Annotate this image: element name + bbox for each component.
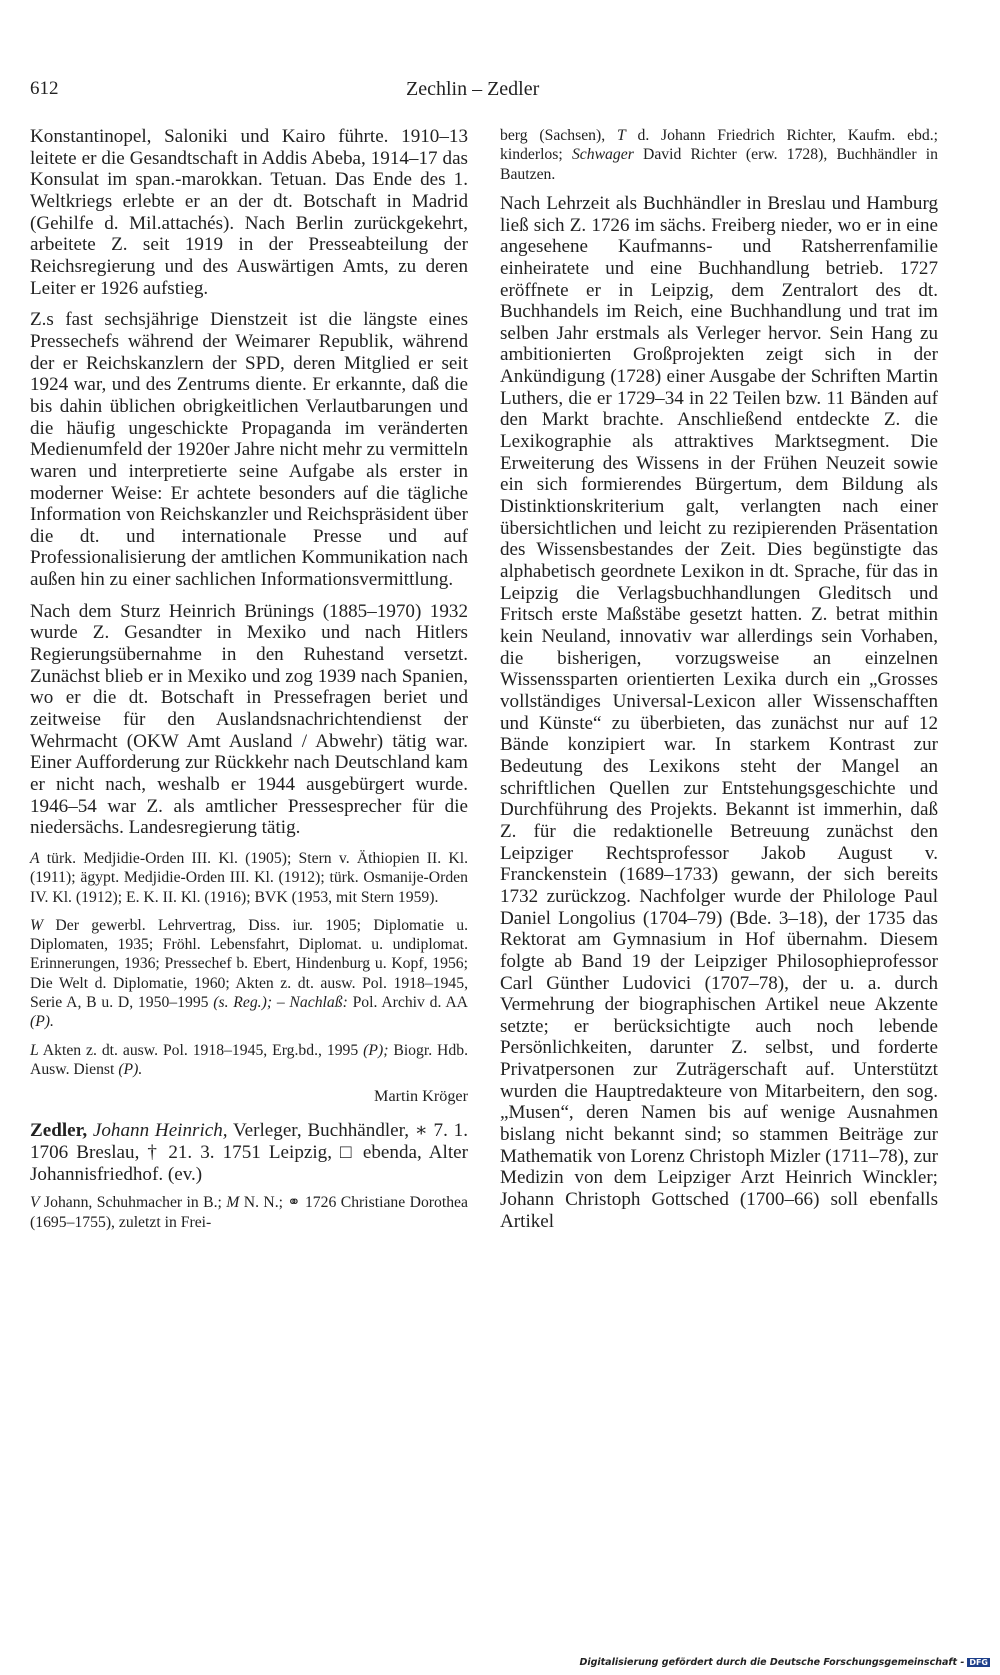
awards-section [30, 849, 468, 907]
genealogy-text: Johann, Schuhmacher in B.; [39, 1194, 227, 1212]
running-head: Zechlin – Zedler [406, 78, 540, 100]
genealogy-text-2: N. N.; ⚭ 1726 Christiane Dorothea (1695–1755), zuletzt in Frei- [30, 1194, 468, 1231]
page-header [30, 78, 960, 108]
entry-given-names: Johann Heinrich, [92, 1120, 228, 1142]
works-p-note: (P). [30, 1013, 54, 1031]
genealogy-cont-text-3: David Richter (erw. 1728), Buchhändler in Bautzen. [500, 146, 938, 183]
credit-text: Digitalisierung gefördert durch die Deutsche Forschungsgemeinschaft - [579, 1657, 965, 1668]
genealogy-continued [500, 126, 938, 184]
page-number: 612 [30, 78, 59, 99]
schwager-label: Schwager [571, 146, 634, 164]
genealogy-cont-text: berg (Sachsen), [500, 127, 617, 144]
awards-text: türk. Medjidie-Orden III. Kl. (1905); Stern v. Äthiopien II. Kl. (1911); ägypt. Medjidie-Orden III. Kl. (1912); türk. Osmanije-Orden IV. Kl. (1912); E. K. II. Kl. (1916); BVK (1953, mit Stern 1959). [30, 850, 468, 906]
literature-section [30, 1041, 468, 1080]
dfg-logo: DFG [969, 1658, 988, 1667]
section-label-l: L [30, 1041, 39, 1059]
genealogy-section [30, 1193, 468, 1232]
paragraph: Nach dem Sturz Heinrich Brünings (1885–1970) 1932 wurde Z. Gesandter in Mexiko und nach Hitlers Regierungsübernahme in den Ruhestand versetzt. Zunächst blieb er in Mexiko und zog 1939 nach Spanien, wo er die dt. Botschaft in Pressefragen beriet und zeitweise für den Auslandsnachrichtendienst der Wehrmacht (OKW Amt Ausland / Abwehr) tätig war. Einer Aufforderung zur Rückkehr nach Deutschland kam er nicht nach, weshalb er 1944 ausgebürgert wurde. 1946–54 war Z. als amtlicher Pressesprecher für die niedersächs. Landesregierung tätig. [30, 600, 468, 839]
literature-text-2: Biogr. Hdb. Ausw. Dienst [30, 1041, 468, 1078]
author-signature: Martin Kröger [374, 1087, 468, 1106]
works-text-2: Pol. Archiv d. AA [347, 994, 468, 1012]
section-label-w: W [30, 916, 44, 934]
entry-dates: Verleger, Buchhändler, ∗ 7. 1. 1706 Breslau, † 21. 3. 1751 Leipzig, □ ebenda, Alter Johannisfriedhof. (ev.) [30, 1120, 468, 1185]
section-label-t: T [616, 127, 626, 144]
works-text: Der gewerbl. Lehrvertrag, Diss. iur. 1905; Diplomatie u. Diplomaten, 1935; Fröhl. Lebensfahrt, Diplomat. u. undiplomat. Erinnerungen, 1936; Pressechef b. Ebert, Hindenburg u. Kopf, 1956; Die Welt d. Diplomatie, 1960; Akten z. dt. ausw. Pol. 1918–1945, Serie A, B u. D, 1950–1995 [30, 916, 468, 1012]
paragraph: Z.s fast sechsjährige Dienstzeit ist die längste eines Pressechefs während der Weimarer Republik, während der er Reichskanzlern der SPD, deren Mitglied er seit 1924 war, und des Zentrums diente. Er erkannte, daß die bis dahin üblichen obrigkeitlichen Verlautbarungen und die häufig ungeschickte Propaganda im veränderten Medienumfeld der 1920er Jahre nicht mehr zu vermitteln waren und interpretierte seine Aufgabe als erster in moderner Weise: Er achtete besonders auf die tägliche Information von Reichskanzler und Reichspräsident über die dt. und internationale Presse und auf Professionalisierung der amtlichen Kommunikation nach außen hin zu einer sachlichen Informationsvermittlung. [30, 309, 468, 591]
digitization-credit [579, 1657, 990, 1668]
literature-p-note-2: (P). [118, 1060, 143, 1078]
works-reg-note: (s. Reg.); – Nachlaß: [213, 994, 348, 1012]
paragraph: Nach Lehrzeit als Buchhändler in Breslau und Hamburg ließ sich Z. 1726 im sächs. Freiberg nieder, wo er in eine angesehene Kaufmanns- und Ratsherrenfamilie einheiratete und eine Buchhandlung betrieb. 1727 eröffnete er in Leipzig, dem Zentralort des dt. Buchhandels im Reich, eine Buchhandlung und trat im selben Jahr erstmals als Verleger hervor. Sein Hang zu ambitionierten Großprojekten zeigt sich in der Ankündigung (1728) einer Ausgabe der Schriften Martin Luthers, die er 1729–34 in 22 Teilen bzw. 11 Bänden auf den Markt brachte. Anschließend entdeckte Z. die Lexikographie als attraktives Marktsegment. Die Erweiterung des Wissens in der Frühen Neuzeit sowie ein sich formierendes Bürgertum, dem Bildung als Distinktionskriterium galt, verlangten nach einer übersichtlichen und leicht zu rezipierenden Präsentation des Wissensbestandes der Zeit. Dies begünstigte das alphabetisch geordnete Lexikon in dt. Sprache, für das in Leipzig die Verlagsbuchhandlungen Gleditsch und Fritsch erste Maßstäbe gesetzt hatten. Z. betrat mithin kein Neuland, innovativ war allerdings sein Vorhaben, die bisherigen, vorzugsweise an einzelnen Wissenssparten orientierten Lexika durch ein „Grosses vollständiges Universal-Lexicon aller Wissenschafften und Künste“ zu überbieten, das zunächst nur auf 12 Bände konzipiert war. In starkem Kontrast zur Bedeutung des Lexikons steht der Mangel an schriftlichen Quellen zur Entstehungsgeschichte und Durchführung des Projekts. Bekannt ist immerhin, daß Z. für die redaktionelle Betreuung zunächst den Leipziger Rechtsprofessor Jakob August v. Franckenstein (1689–1733) gewann, der sich bereits 1732 zurückzog. Nachfolger wurde der Philologe Paul Daniel Longolius (1704–79) (Bde. 3–18), der 1735 das Rektorat am Gymnasium in Hof übernahm. Diesem folgte ab Band 19 der Leipziger Philosophieprofessor Carl Günther Ludovici (1707–78), der u. a. durch Vermehrung der biographischen Artikel neue Akzente setzte; er berücksichtigte auch noch lebende Persönlichkeiten, darunter Z. selbst, und forderte Privatpersonen zur Zuträgerschaft auf. Unterstützt wurden die Hauptredakteure von Mitarbeitern, den sog. „Musen“, deren Namen bis auf wenige Ausnahmen bislang nicht bekannt sind; so stammen Beiträge zur Mathematik von Lorenz Christoph Mizler (1711–78), zur Medizin von dem Leipziger Arzt Heinrich Winckler; Johann Christoph Gottsched (1700–66) soll ebenfalls Artikel [500, 192, 938, 1232]
works-section [30, 916, 468, 1032]
section-label-a: A [30, 850, 40, 867]
genealogy-cont-text-2: d. Johann Friedrich Richter, Kaufm. ebd.; kinderlos; [500, 127, 939, 164]
left-column [30, 126, 468, 1241]
entry-surname: Zedler, [30, 1120, 88, 1142]
literature-text: Akten z. dt. ausw. Pol. 1918–1945, Erg.bd., 1995 [38, 1041, 364, 1059]
paragraph: Konstantinopel, Saloniki und Kairo führte. 1910–13 leitete er die Gesandtschaft in Addis Abeba, 1914–17 das Konsulat im span.-marokkan. Tetuan. Das Ende des 1. Weltkriegs erlebte er an der dt. Botschaft in Madrid (Gehilfe d. Mil.attachés). Nach Berlin zurückgekehrt, arbeitete Z. seit 1919 in der Presseabteilung der Reichsregierung und des Auswärtigen Amts, zu deren Leiter er 1926 aufstieg. [30, 126, 468, 299]
entry-heading [30, 1120, 468, 1185]
literature-p-note: (P); [363, 1041, 389, 1059]
section-label-v: V [30, 1194, 40, 1212]
section-label-m: M [226, 1194, 240, 1212]
right-column [500, 126, 938, 1242]
